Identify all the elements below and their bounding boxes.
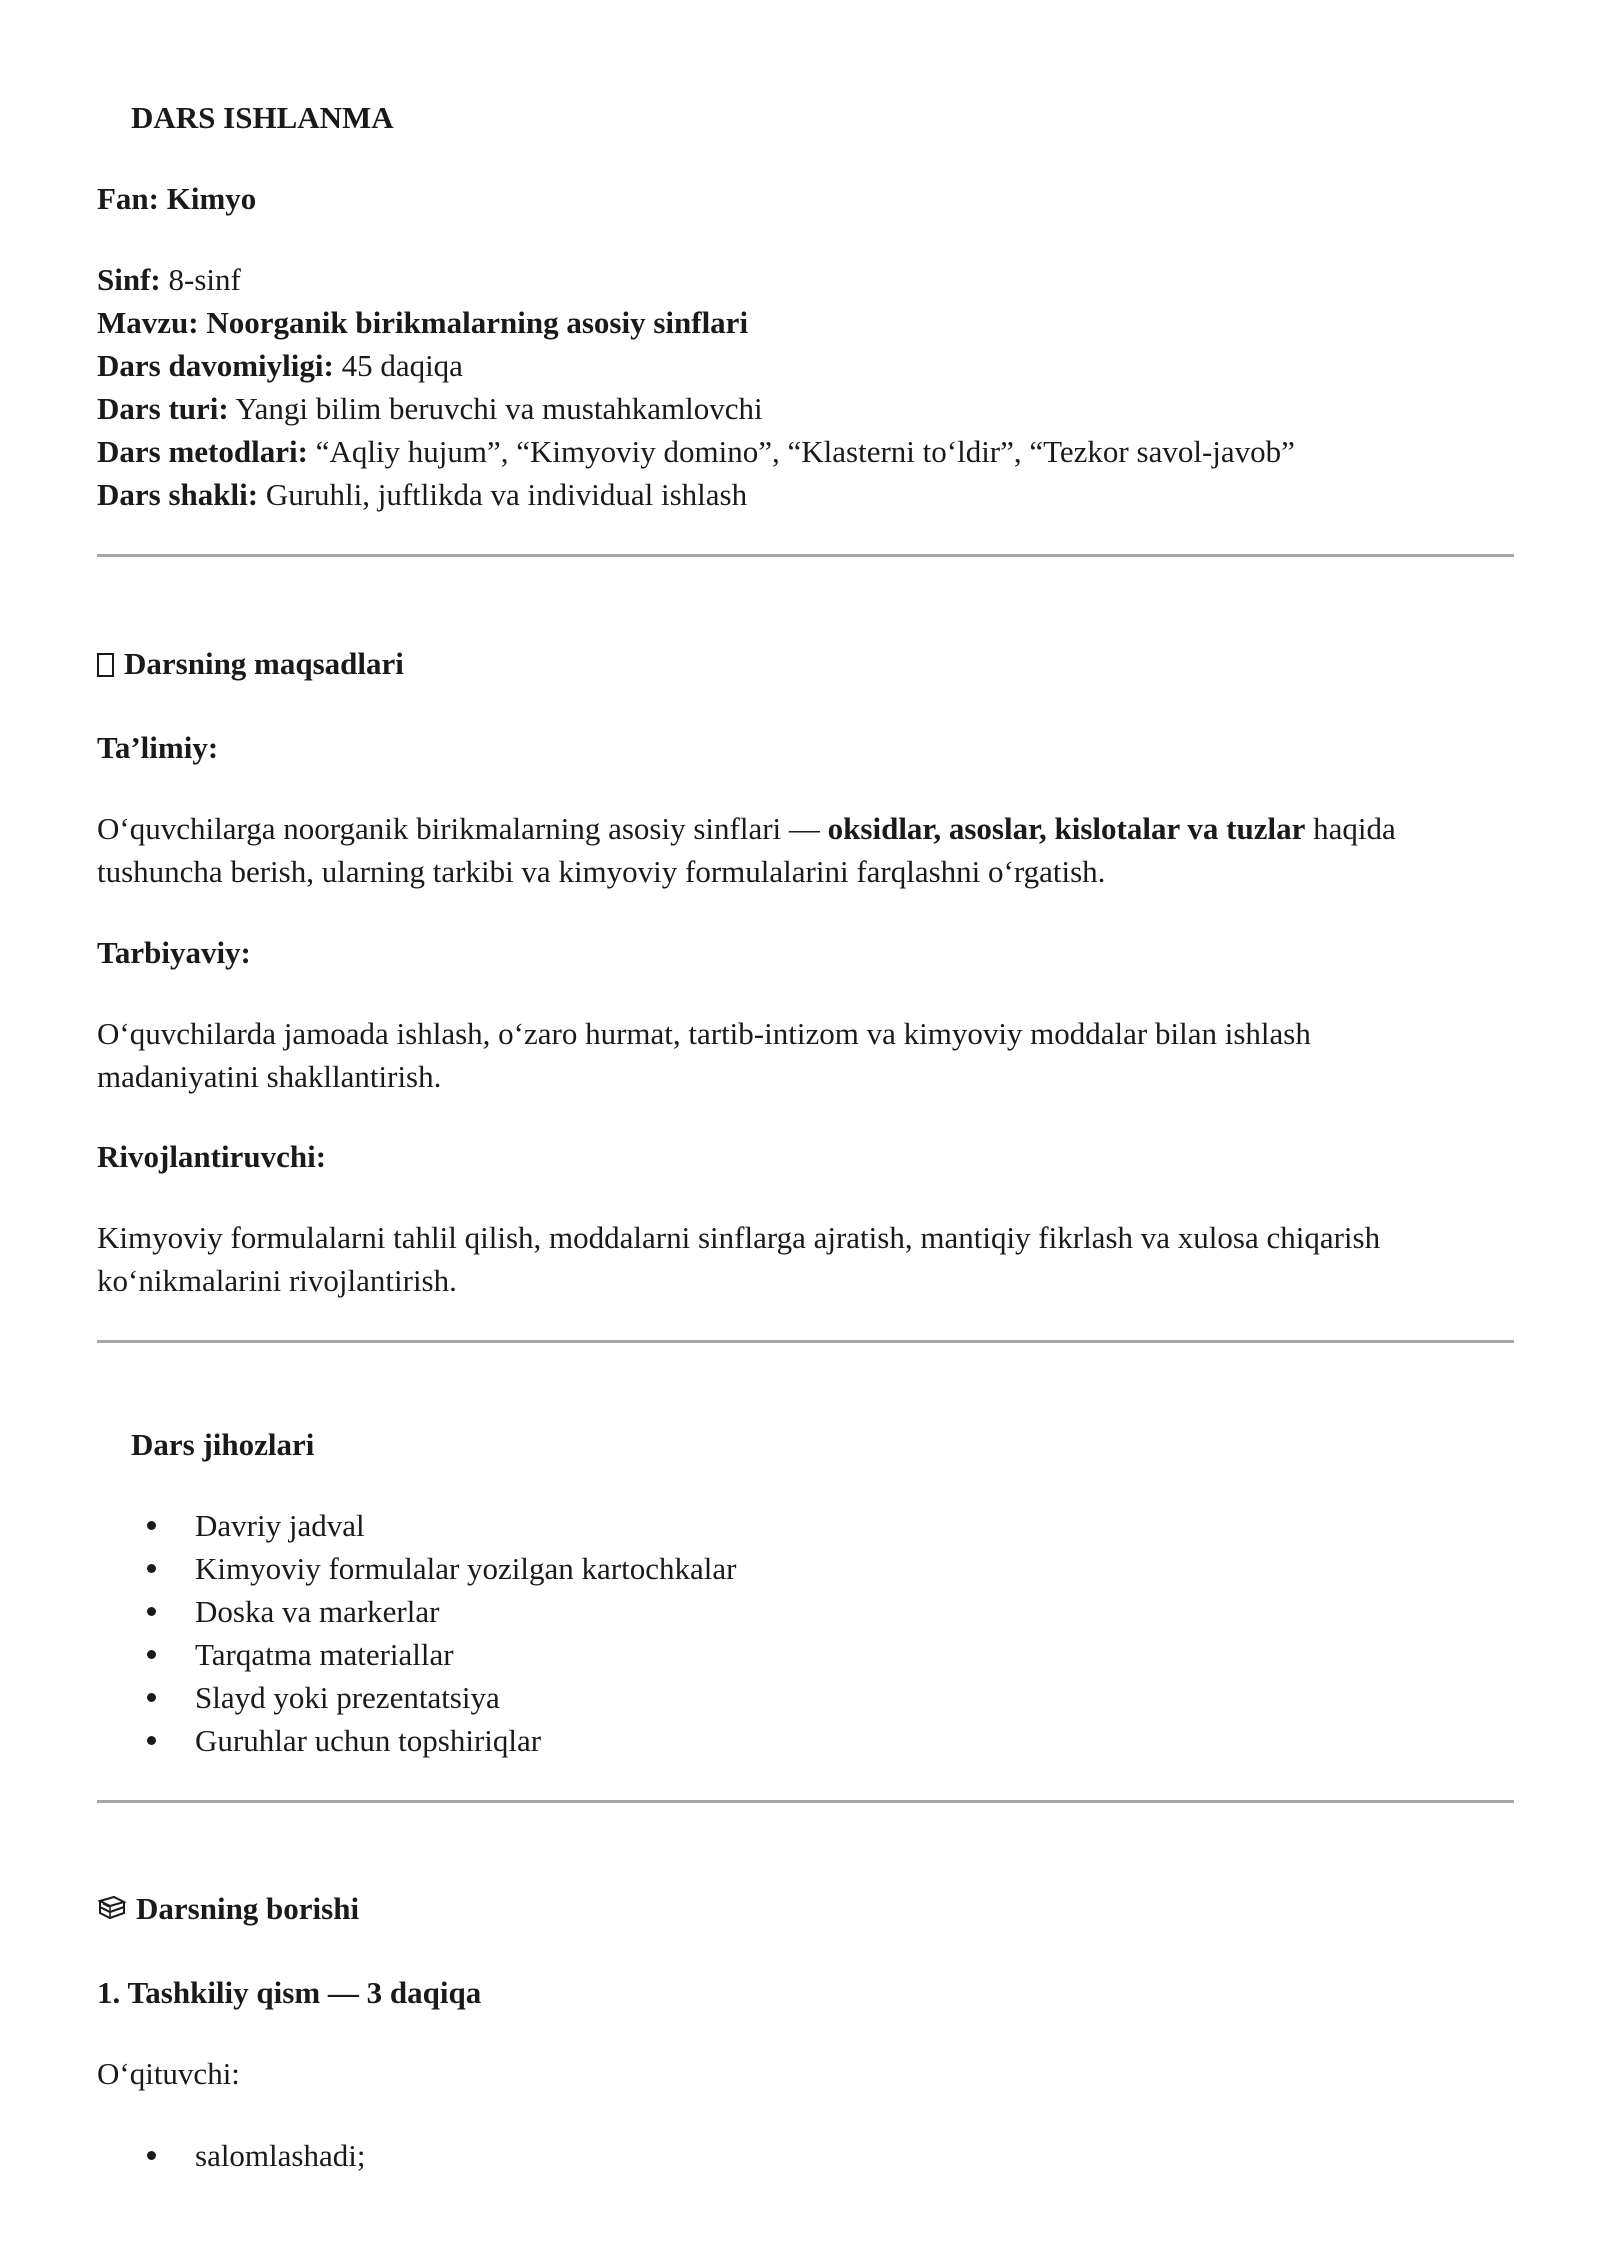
educational-text-bold: oksidlar, asoslar, kislotalar va tuzlar bbox=[827, 811, 1306, 846]
bullet bbox=[147, 1736, 156, 1745]
educational-text-line-1 bbox=[97, 813, 1396, 844]
educational-label: Ta’limiy: bbox=[97, 730, 219, 765]
bullet bbox=[147, 1564, 156, 1573]
lesson-type-value: Yangi bilim beruvchi va mustahkamlovchi bbox=[235, 391, 763, 426]
duration-line bbox=[97, 350, 463, 381]
equipment-heading: Dars jihozlari bbox=[131, 1427, 315, 1462]
list-item: salomlashadi; bbox=[195, 2138, 366, 2173]
subject-line bbox=[97, 183, 256, 214]
developmental-text-line-1: Kimyoviy formulalarni tahlil qilish, moddalarni sinflarga ajratish, mantiqiy fikrlash va xulosa chiqarish bbox=[97, 1220, 1381, 1255]
bullet bbox=[147, 1693, 156, 1702]
duration-label: Dars davomiyligi: bbox=[97, 348, 334, 383]
bullet bbox=[147, 1650, 156, 1659]
bullet bbox=[147, 2151, 156, 2160]
developmental-label: Rivojlantiruvchi: bbox=[97, 1139, 327, 1174]
topic-value: Noorganik birikmalarning asosiy sinflari bbox=[206, 305, 749, 340]
list-item: Guruhlar uchun topshiriqlar bbox=[195, 1723, 542, 1758]
methods-label: Dars metodlari: bbox=[97, 434, 308, 469]
topic-line bbox=[97, 307, 748, 338]
bullet bbox=[147, 1607, 156, 1616]
form-label: Dars shakli: bbox=[97, 477, 259, 512]
subject-value: Kimyo bbox=[166, 181, 257, 216]
lesson-type-label: Dars turi: bbox=[97, 391, 229, 426]
grade-line bbox=[97, 264, 241, 295]
goals-heading bbox=[97, 648, 404, 679]
upbringing-text-line-1: O‘quvchilarda jamoada ishlash, o‘zaro hurmat, tartib-intizom va kimyoviy moddalar bilan ishlash bbox=[97, 1016, 1311, 1051]
list-item: Doska va markerlar bbox=[195, 1594, 440, 1629]
educational-text-part: haqida bbox=[1313, 811, 1396, 846]
duration-value: 45 daqiqa bbox=[341, 348, 463, 383]
list-item: Davriy jadval bbox=[195, 1508, 365, 1543]
methods-value: “Aqliy hujum”, “Kimyoviy domino”, “Klasterni to‘ldir”, “Tezkor savol-javob” bbox=[315, 434, 1295, 469]
bullet bbox=[147, 1521, 156, 1530]
grade-label: Sinf: bbox=[97, 262, 161, 297]
form-line bbox=[97, 479, 747, 510]
topic-label: Mavzu: bbox=[97, 305, 199, 340]
list-item: Tarqatma materiallar bbox=[195, 1637, 454, 1672]
document-title: DARS ISHLANMA bbox=[131, 100, 394, 135]
process-heading-text: Darsning borishi bbox=[136, 1891, 360, 1926]
step-title: 1. Tashkiliy qism — 3 daqiqa bbox=[97, 1975, 482, 2010]
goals-heading-text: Darsning maqsadlari bbox=[124, 646, 404, 681]
process-heading bbox=[97, 1893, 359, 1924]
list-item: Slayd yoki prezentatsiya bbox=[195, 1680, 500, 1715]
form-value: Guruhli, juftlikda va individual ishlash bbox=[265, 477, 748, 512]
section-divider bbox=[97, 554, 1514, 557]
grade-value: 8-sinf bbox=[168, 262, 241, 297]
section-divider bbox=[97, 1800, 1514, 1803]
missing-glyph-icon bbox=[97, 653, 114, 677]
upbringing-label: Tarbiyaviy: bbox=[97, 935, 251, 970]
subject-label: Fan: bbox=[97, 181, 159, 216]
section-divider bbox=[97, 1340, 1514, 1343]
methods-line bbox=[97, 436, 1295, 467]
teacher-label: O‘qituvchi: bbox=[97, 2056, 240, 2091]
educational-text-part: O‘quvchilarga noorganik birikmalarning asosiy sinflari — bbox=[97, 811, 820, 846]
lesson-type-line bbox=[97, 393, 763, 424]
books-icon bbox=[97, 1895, 127, 1923]
developmental-text-line-2: ko‘nikmalarini rivojlantirish. bbox=[97, 1263, 457, 1298]
list-item: Kimyoviy formulalar yozilgan kartochkalar bbox=[195, 1551, 737, 1586]
educational-text-line-2: tushuncha berish, ularning tarkibi va kimyoviy formulalarini farqlashni o‘rgatish. bbox=[97, 854, 1106, 889]
upbringing-text-line-2: madaniyatini shakllantirish. bbox=[97, 1059, 442, 1094]
